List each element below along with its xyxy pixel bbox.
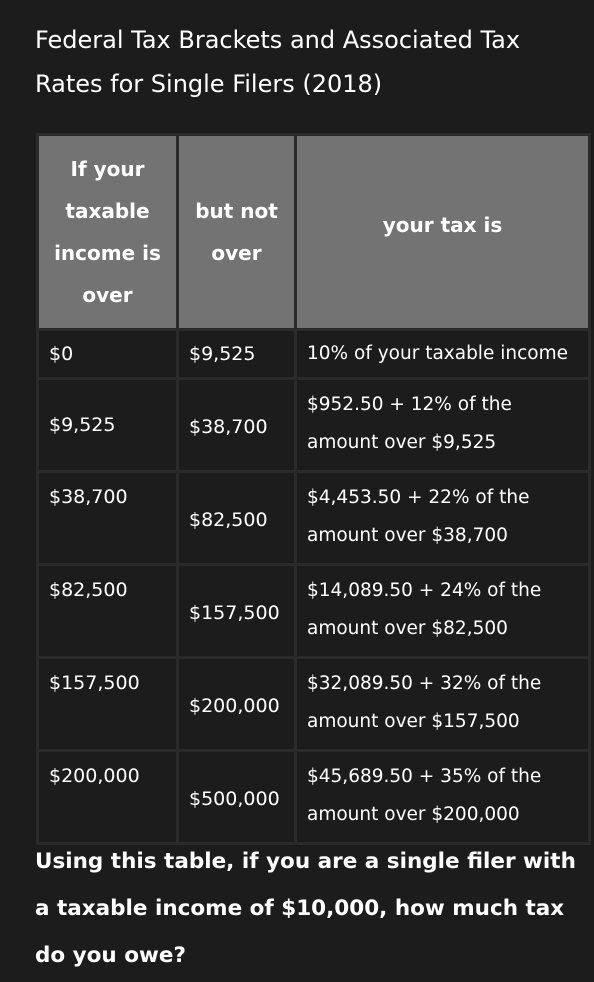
- cell-income-over: $157,500: [38, 658, 178, 751]
- cell-not-over: $500,000: [178, 751, 296, 844]
- question-text: Using this table, if you are a single filer with a taxable income of $10,000, how much tax do you owe?: [35, 849, 576, 968]
- cell-tax: $4,453.50 + 22% of the amount over $38,700: [296, 472, 590, 565]
- cell-not-over: $157,500: [178, 565, 296, 658]
- table-row: [38, 565, 590, 658]
- cell-income-over: $0: [38, 330, 178, 379]
- cell-tax: $32,089.50 + 32% of the amount over $157,500: [296, 658, 590, 751]
- cell-tax: $14,089.50 + 24% of the amount over $82,500: [296, 565, 590, 658]
- tax-bracket-table: [36, 133, 591, 845]
- table-row: [38, 751, 590, 844]
- cell-not-over: $200,000: [178, 658, 296, 751]
- cell-income-over: $200,000: [38, 751, 178, 844]
- table-row: [38, 330, 590, 379]
- cell-tax: $952.50 + 12% of the amount over $9,525: [296, 379, 590, 472]
- table-header-row: [38, 135, 590, 330]
- table-row: [38, 379, 590, 472]
- header-not-over: but not over: [178, 135, 296, 330]
- header-your-tax: your tax is: [296, 135, 590, 330]
- cell-income-over: $38,700: [38, 472, 178, 565]
- cell-income-over: $9,525: [38, 379, 178, 472]
- table-row: [38, 658, 590, 751]
- cell-tax: 10% of your taxable income: [296, 330, 590, 379]
- header-income-over: If your taxable income is over: [38, 135, 178, 330]
- cell-not-over: $38,700: [178, 379, 296, 472]
- cell-not-over: $82,500: [178, 472, 296, 565]
- cell-not-over: $9,525: [178, 330, 296, 379]
- cell-tax: $45,689.50 + 35% of the amount over $200,000: [296, 751, 590, 844]
- table-row: [38, 472, 590, 565]
- cell-income-over: $82,500: [38, 565, 178, 658]
- page-title: Federal Tax Brackets and Associated Tax Rates for Single Filers (2018): [35, 26, 521, 98]
